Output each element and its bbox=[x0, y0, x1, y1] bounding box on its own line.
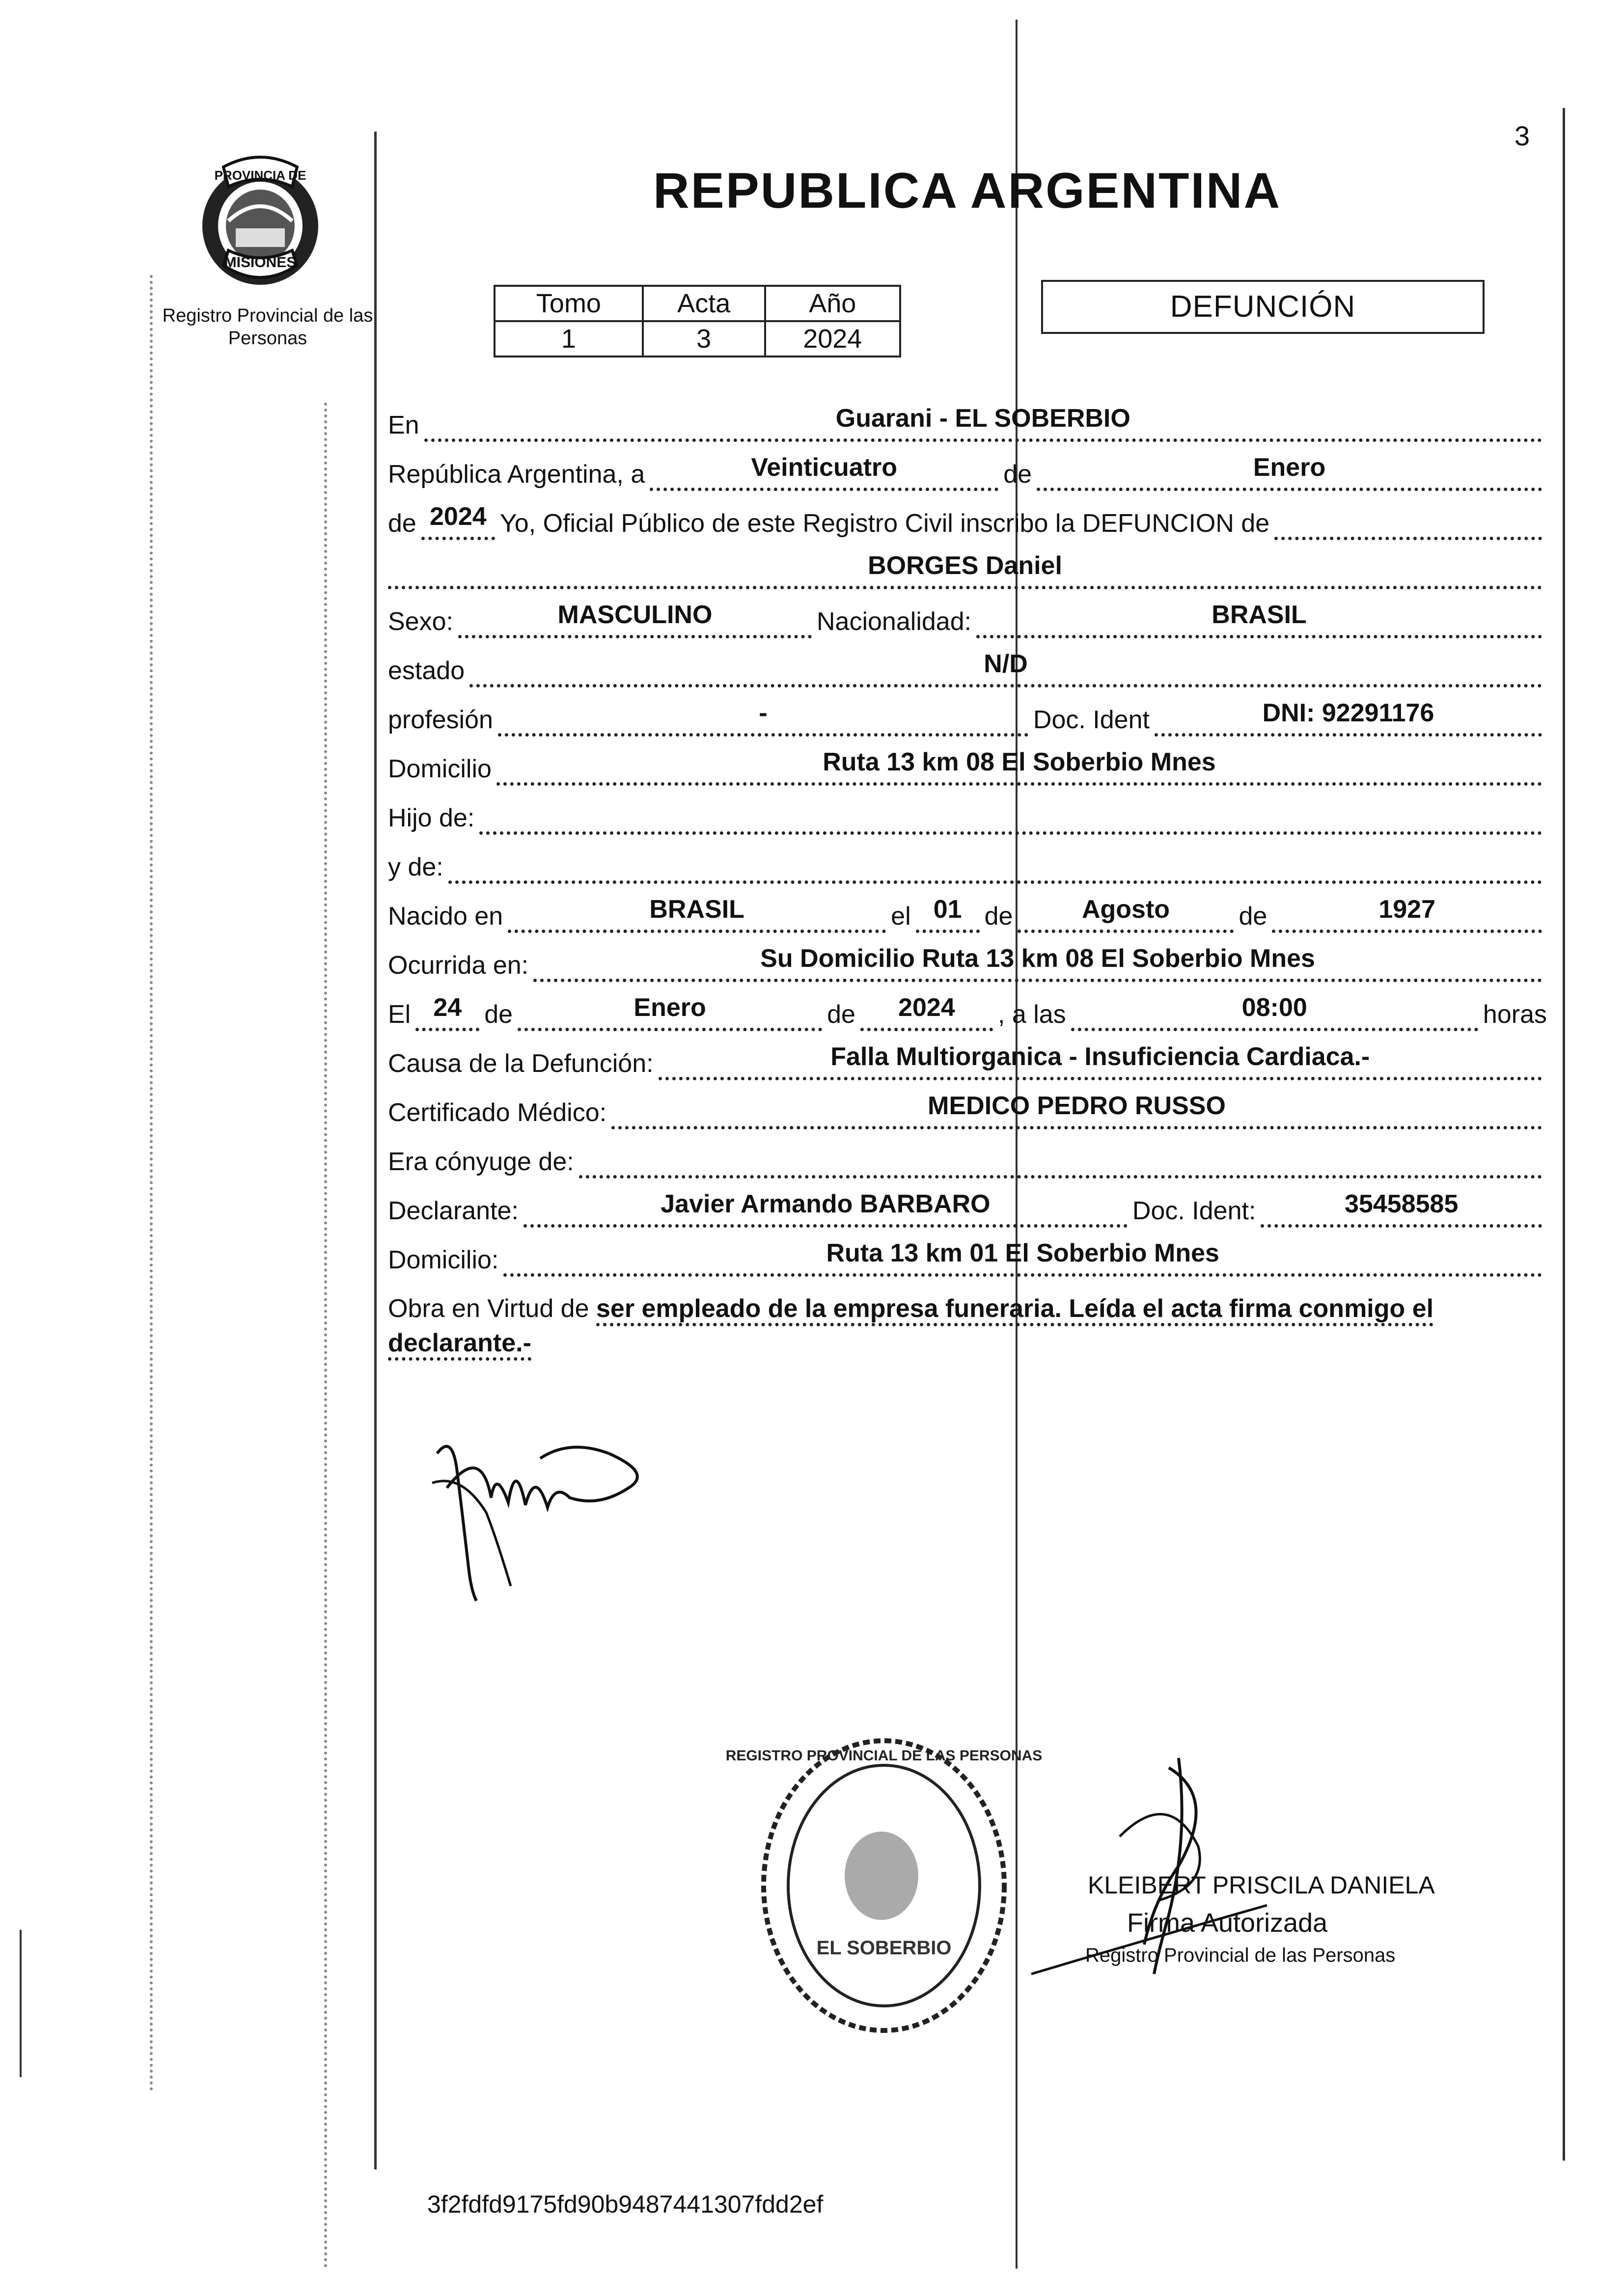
el2-label: El bbox=[388, 1000, 411, 1029]
sexo-value: MASCULINO bbox=[557, 601, 713, 629]
declarante-field bbox=[523, 1187, 1128, 1230]
month-field bbox=[1037, 451, 1542, 493]
republica-label: República Argentina, a bbox=[388, 460, 645, 489]
day-words-value: Veinticuatro bbox=[751, 453, 898, 482]
inscribo-trailing-field bbox=[1274, 500, 1542, 542]
birth-day-value: 01 bbox=[933, 895, 962, 924]
act-type-box: DEFUNCIÓN bbox=[1041, 280, 1485, 334]
estado-label: estado bbox=[388, 657, 465, 685]
seal-inner-text: EL SOBERBIO bbox=[816, 1937, 952, 1959]
month-value: Enero bbox=[1253, 453, 1326, 482]
estado-value: N/D bbox=[984, 650, 1028, 678]
estado-field bbox=[469, 647, 1542, 689]
en-value: Guarani - EL SOBERBIO bbox=[835, 404, 1130, 433]
death-day-value: 24 bbox=[433, 993, 462, 1022]
declarante-doc-value: 35458585 bbox=[1345, 1190, 1459, 1218]
birth-year-field bbox=[1272, 893, 1542, 935]
causa-field bbox=[659, 1040, 1542, 1082]
official-registry: Registro Provincial de las Personas bbox=[1085, 1945, 1396, 1966]
de-label: de bbox=[388, 509, 416, 538]
registry-seal bbox=[725, 1733, 1043, 2038]
nacionalidad-value: BRASIL bbox=[1211, 601, 1307, 629]
line-profesion bbox=[388, 696, 1547, 739]
line-estado bbox=[388, 647, 1547, 689]
act-table-value: 1 bbox=[495, 321, 643, 356]
ocurrida-field bbox=[533, 942, 1542, 984]
sexo-field bbox=[458, 598, 812, 640]
act-table-header: Año bbox=[765, 286, 900, 321]
certificado-field bbox=[611, 1089, 1542, 1131]
nacionalidad-label: Nacionalidad: bbox=[816, 607, 972, 636]
year-field bbox=[421, 500, 495, 542]
death-year-field bbox=[860, 991, 993, 1033]
line-deceased-name bbox=[388, 549, 1547, 591]
doc-ident-value: DNI: 92291176 bbox=[1262, 699, 1434, 727]
line-y-de bbox=[388, 844, 1547, 886]
causa-value: Falla Multiorganica - Insuficiencia Cardiaca.- bbox=[830, 1042, 1370, 1071]
birth-year-value: 1927 bbox=[1378, 895, 1435, 924]
official-name: KLEIBERT PRISCILA DANIELA bbox=[1088, 1871, 1435, 1899]
de-label: de bbox=[827, 1000, 855, 1029]
line-declarante bbox=[388, 1187, 1547, 1230]
line-certificado bbox=[388, 1089, 1547, 1131]
line-en bbox=[388, 402, 1547, 444]
act-table bbox=[494, 285, 901, 357]
act-table-value-row bbox=[495, 321, 900, 356]
en-label: En bbox=[388, 411, 419, 439]
emblem-bottom-text: MISIONES bbox=[224, 254, 297, 271]
en-field bbox=[424, 402, 1542, 444]
hijo-label: Hijo de: bbox=[388, 804, 475, 832]
nacionalidad-field bbox=[976, 598, 1542, 640]
line-domicilio2 bbox=[388, 1236, 1547, 1279]
certificado-value: MEDICO PEDRO RUSSO bbox=[928, 1092, 1226, 1120]
causa-label: Causa de la Defunción: bbox=[388, 1049, 654, 1078]
official-role: Firma Autorizada bbox=[1127, 1908, 1328, 1938]
obra-text: ser empleado de la empresa funeraria. Leída el acta firma conmigo el declarante.- bbox=[388, 1294, 1433, 1361]
line-nacido bbox=[388, 893, 1547, 935]
hijo-field bbox=[479, 795, 1542, 837]
year-value: 2024 bbox=[430, 502, 487, 531]
doc-ident-label: Doc. Ident bbox=[1033, 706, 1150, 734]
birth-month-value: Agosto bbox=[1081, 895, 1170, 924]
y-de-label: y de: bbox=[388, 853, 443, 881]
conyuge-field bbox=[579, 1138, 1542, 1180]
line-death-date bbox=[388, 991, 1547, 1033]
act-table-value: 2024 bbox=[765, 321, 900, 356]
right-margin-rule bbox=[1563, 108, 1565, 2161]
death-month-field bbox=[518, 991, 822, 1033]
alas-label: , a las bbox=[997, 1000, 1066, 1029]
line-sexo bbox=[388, 598, 1547, 640]
profesion-value: - bbox=[759, 699, 768, 727]
edge-mark bbox=[20, 1930, 22, 2077]
deceased-name-field bbox=[388, 549, 1542, 591]
obra-paragraph bbox=[388, 1291, 1547, 1360]
line-domicilio bbox=[388, 745, 1547, 788]
act-table-header: Acta bbox=[643, 286, 765, 321]
nacido-value: BRASIL bbox=[649, 895, 744, 924]
birth-month-field bbox=[1018, 893, 1234, 935]
deceased-name-value: BORGES Daniel bbox=[868, 551, 1062, 580]
nacido-label: Nacido en bbox=[388, 902, 503, 931]
line-republica bbox=[388, 451, 1547, 493]
horas-label: horas bbox=[1483, 1000, 1547, 1029]
profesion-field bbox=[498, 696, 1028, 739]
declarante-label: Declarante: bbox=[388, 1197, 519, 1225]
punch-ticks-left bbox=[150, 275, 153, 2092]
domicilio-field bbox=[496, 745, 1542, 788]
punch-ticks-right bbox=[324, 403, 327, 2269]
declarante-value: Javier Armando BARBARO bbox=[661, 1190, 991, 1218]
sexo-label: Sexo: bbox=[388, 607, 453, 636]
doc-ident-field bbox=[1155, 696, 1542, 739]
de-label: de bbox=[484, 1000, 513, 1029]
death-year-value: 2024 bbox=[898, 993, 955, 1022]
document-title: REPUBLICA ARGENTINA bbox=[653, 163, 1282, 219]
certificado-label: Certificado Médico: bbox=[388, 1098, 607, 1127]
line-conyuge bbox=[388, 1138, 1547, 1180]
declarante-doc-label: Doc. Ident: bbox=[1132, 1197, 1256, 1225]
declarante-doc-field bbox=[1261, 1187, 1542, 1230]
emblem-top-text: PROVINCIA DE bbox=[214, 168, 306, 183]
obra-label: Obra en Virtud de bbox=[388, 1294, 589, 1323]
conyuge-label: Era cónyuge de: bbox=[388, 1148, 574, 1176]
declarant-signature bbox=[422, 1424, 658, 1611]
left-margin-rule bbox=[374, 132, 377, 2169]
de-label: de bbox=[984, 902, 1013, 931]
nacido-field bbox=[508, 893, 886, 935]
line-ocurrida bbox=[388, 942, 1547, 984]
death-time-value: 08:00 bbox=[1241, 993, 1307, 1022]
y-de-field bbox=[448, 844, 1542, 886]
domicilio-value: Ruta 13 km 08 El Soberbio Mnes bbox=[823, 748, 1216, 776]
day-words-field bbox=[650, 451, 998, 493]
line-hijo bbox=[388, 795, 1547, 837]
death-month-value: Enero bbox=[633, 993, 706, 1022]
el-label: el bbox=[891, 902, 911, 931]
line-inscribo bbox=[388, 500, 1547, 542]
inscribo-text: Yo, Oficial Público de este Registro Civil inscribo la DEFUNCION de bbox=[499, 509, 1270, 538]
province-emblem bbox=[189, 147, 331, 295]
death-time-field bbox=[1071, 991, 1478, 1033]
de-label: de bbox=[1003, 460, 1032, 489]
de-label: de bbox=[1239, 902, 1267, 931]
profesion-label: profesión bbox=[388, 706, 493, 734]
seal-top-text: REGISTRO PROVINCIAL DE LAS PERSONAS bbox=[725, 1748, 1043, 1764]
act-table-header-row bbox=[495, 286, 900, 321]
domicilio2-value: Ruta 13 km 01 El Soberbio Mnes bbox=[826, 1239, 1219, 1267]
act-table-header: Tomo bbox=[495, 286, 643, 321]
death-day-field bbox=[415, 991, 479, 1033]
page-number: 3 bbox=[1514, 120, 1530, 151]
ocurrida-label: Ocurrida en: bbox=[388, 951, 529, 980]
registry-label: Registro Provincial de las Personas bbox=[162, 305, 373, 349]
domicilio2-label: Domicilio: bbox=[388, 1246, 499, 1274]
domicilio-label: Domicilio bbox=[388, 755, 492, 783]
birth-day-field bbox=[916, 893, 980, 935]
act-table-value: 3 bbox=[643, 321, 765, 356]
domicilio2-field bbox=[503, 1236, 1542, 1279]
ocurrida-value: Su Domicilio Ruta 13 km 08 El Soberbio Mnes bbox=[760, 944, 1315, 973]
document-hash: 3f2fdfd9175fd90b9487441307fdd2ef bbox=[427, 2191, 824, 2218]
line-causa bbox=[388, 1040, 1547, 1082]
